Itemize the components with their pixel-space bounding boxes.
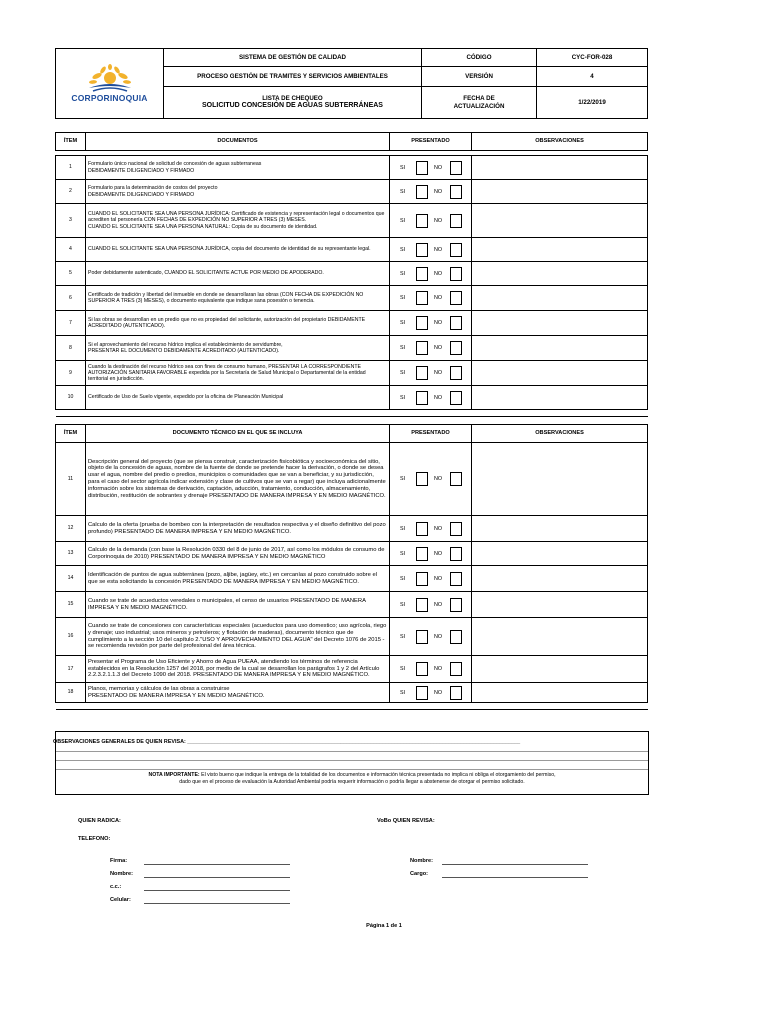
item-description: Calculo de la demanda (con base la Resolución 0330 del 8 de junio de 2017, así como los módulos de consumo de Corporinoquia de 2010) PRESENTADO DE MANERA IMPRESA Y EN MEDIO MAGNÉTICO (86, 542, 390, 566)
si-label: SI (400, 164, 406, 171)
version-label: VERSIÓN (422, 67, 537, 87)
note-text-2: dado que en el proceso de evaluación la Autoridad Ambiental podría requerir información o podría llegar a abstenerse de otorgar el permiso solicitado. (179, 778, 525, 785)
note-bold: NOTA IMPORTANTE: (148, 772, 200, 778)
no-checkbox[interactable] (450, 291, 462, 305)
table-row (56, 443, 648, 516)
no-label: NO (434, 525, 443, 532)
item-number: 1 (56, 156, 86, 180)
col-documents: DOCUMENTOS (86, 133, 390, 151)
no-label: NO (434, 633, 443, 640)
item-description: Certificado de Uso de Suelo vigente, expedido por la oficina de Planeación Municipal (86, 386, 390, 410)
no-label: NO (434, 246, 443, 253)
no-checkbox[interactable] (450, 662, 462, 676)
no-label: NO (434, 665, 443, 672)
item-number: 12 (56, 516, 86, 542)
item-description: Cuando se trate de concesiones con características especiales (acueductos para uso domestico; uso agrícola, riego y drenaje; uso industrial; usos mineros y petroleros; y flotación de maderas), documento técnico que de cumplimiento a la sección 10 del capítulo 2."USO Y APROVECHAMIENTO DEL AGUA" del Decreto 1076 de 2015 -se recomienda revisión por parte del profesional del área técnica. (86, 618, 390, 656)
checklist-line-2: SOLICITUD CONCESIÓN DE AGUAS SUBTERRÁNEAS (202, 102, 383, 110)
item-description: Planos, memorias y cálculos de las obras a construirse PRESENTADO DE MANERA IMPRESA Y EN MEDIO MAGNÉTICO. (86, 683, 390, 703)
si-label: SI (400, 344, 406, 351)
observation-cell[interactable] (472, 542, 648, 566)
si-label: SI (400, 319, 406, 326)
item-number: 4 (56, 238, 86, 262)
sun-logo-icon (75, 64, 145, 94)
logo (56, 49, 164, 119)
item-number: 14 (56, 566, 86, 592)
no-label: NO (434, 164, 443, 171)
item-number: 7 (56, 311, 86, 336)
observation-line (56, 760, 648, 761)
observation-cell[interactable] (472, 204, 648, 238)
item-number: 9 (56, 361, 86, 386)
table-row (56, 542, 648, 566)
spacer-row (56, 703, 648, 710)
date-label-2: ACTUALIZACIÓN (453, 102, 505, 110)
si-checkbox[interactable] (416, 366, 428, 380)
revisor-nombre-label: Nombre: (410, 858, 433, 864)
no-checkbox[interactable] (450, 472, 462, 486)
presented-cell (390, 311, 472, 336)
observation-cell[interactable] (472, 238, 648, 262)
no-checkbox[interactable] (450, 391, 462, 405)
table-row (56, 592, 648, 618)
col-presented: PRESENTADO (390, 133, 472, 151)
si-label: SI (400, 394, 406, 401)
presented-cell (390, 443, 472, 516)
si-label: SI (400, 188, 406, 195)
item-description: CUANDO EL SOLICITANTE SEA UNA PERSONA JURÍDICA, copia del documento de identidad de su representante legal. (86, 238, 390, 262)
page-number: Página 1 de 1 (366, 923, 402, 929)
revisor-nombre-line[interactable] (442, 864, 588, 865)
no-checkbox[interactable] (450, 316, 462, 330)
observation-cell[interactable] (472, 336, 648, 361)
celular-line[interactable] (144, 903, 290, 904)
col-presented-2: PRESENTADO (390, 425, 472, 443)
presented-cell (390, 238, 472, 262)
si-label: SI (400, 665, 406, 672)
table-row (56, 180, 648, 204)
item-number: 6 (56, 286, 86, 311)
presented-cell (390, 262, 472, 286)
presented-cell (390, 156, 472, 180)
item-description: Formulario para la determinación de costos del proyecto DEBIDAMENTE DILIGENCIADO Y FIRMADO (86, 180, 390, 204)
item-number: 5 (56, 262, 86, 286)
item-number: 13 (56, 542, 86, 566)
important-note (56, 772, 648, 786)
si-checkbox[interactable] (416, 472, 428, 486)
technical-table (55, 424, 648, 710)
presented-cell (390, 683, 472, 703)
presented-cell (390, 336, 472, 361)
observation-cell[interactable] (472, 311, 648, 336)
presented-cell (390, 656, 472, 683)
presented-cell (390, 592, 472, 618)
si-checkbox[interactable] (416, 522, 428, 536)
si-label: SI (400, 270, 406, 277)
no-checkbox[interactable] (450, 572, 462, 586)
item-description: Formulario único nacional de solicitud de concesión de aguas subterraneas DEBIDAMENTE DILIGENCIADO Y FIRMADO (86, 156, 390, 180)
table-row (56, 656, 648, 683)
version-value: 4 (537, 67, 648, 87)
col-item-2: ÍTEM (56, 425, 86, 443)
no-label: NO (434, 319, 443, 326)
presented-cell (390, 286, 472, 311)
table-row (56, 361, 648, 386)
si-checkbox[interactable] (416, 547, 428, 561)
item-number: 18 (56, 683, 86, 703)
item-description: Descripción general del proyecto (que se piensa construir, caracterización fisicobiótica y socioeconómica del sitio, objeto de la concesión de aguas, nombre de la fuente de donde se pretende hacer la derivación, o donde se desea usar el agua, nombre del predio o predios, municipios o comunidades que se van a beneficiar, y su jurisdicción, para el caso del sector agrícola indicar extensión y clase de cultivos que se van a regar) que incluya adicionalmente información sobre los sistemas de derivación, captación, aducción, tratamiento, conducción, almacenamiento, distribución, restitución de sobrantes y drenaje PRESENTADO DE MANERA IMPRESA Y EN MEDIO MAGNÉTICO. (86, 443, 390, 516)
no-label: NO (434, 217, 443, 224)
item-description: Calculo de la oferta (prueba de bombeo con la interpretación de resultados respectiva y el diseño definitivo del pozo profundo) PRESENTADO DE MANERA IMPRESA Y EN MEDIO MAGNÉTICO. (86, 516, 390, 542)
no-checkbox[interactable] (450, 598, 462, 612)
no-checkbox[interactable] (450, 243, 462, 257)
si-checkbox[interactable] (416, 161, 428, 175)
si-checkbox[interactable] (416, 316, 428, 330)
no-label: NO (434, 575, 443, 582)
table-row (56, 386, 648, 410)
presented-cell (390, 180, 472, 204)
si-label: SI (400, 550, 406, 557)
no-label: NO (434, 689, 443, 696)
nombre-label: Nombre: (110, 871, 133, 877)
spacer-row (56, 410, 648, 417)
si-checkbox[interactable] (416, 185, 428, 199)
observation-cell[interactable] (472, 361, 648, 386)
no-checkbox[interactable] (450, 686, 462, 700)
vobo-label: VoBo QUIEN REVISA: (377, 818, 435, 824)
item-number: 17 (56, 656, 86, 683)
item-number: 11 (56, 443, 86, 516)
si-checkbox[interactable] (416, 572, 428, 586)
checklist-title (164, 87, 422, 119)
note-text: El visto bueno que indique la entrega de la totalidad de los documentos e información técnica presentada no implica ni obliga el otorgamiento del permiso, (199, 772, 556, 778)
system-title: SISTEMA DE GESTIÓN DE CALIDAD (164, 49, 422, 67)
date-label-1: FECHA DE (463, 95, 495, 103)
presented-cell (390, 204, 472, 238)
si-label: SI (400, 525, 406, 532)
si-checkbox[interactable] (416, 391, 428, 405)
no-checkbox[interactable] (450, 267, 462, 281)
item-number: 10 (56, 386, 86, 410)
no-checkbox[interactable] (450, 185, 462, 199)
table-row (56, 286, 648, 311)
code-value: CYC-FOR-028 (537, 49, 648, 67)
item-number: 3 (56, 204, 86, 238)
observation-cell[interactable] (472, 566, 648, 592)
code-label: CÓDIGO (422, 49, 537, 67)
cc-label: c.c.: (110, 884, 122, 890)
date-value: 1/22/2019 (537, 87, 648, 119)
si-checkbox[interactable] (416, 267, 428, 281)
si-label: SI (400, 294, 406, 301)
item-description: Si el aprovechamiento del recurso hídrico implica el establecimiento de servidumbre, PRESENTAR EL DOCUMENTO DEBIDAMENTE ACREDITADO (AUTENTICADO). (86, 336, 390, 361)
observations-title: OBSERVACIONES GENERALES DE QUIEN REVISA: _______________________________________________________________________________________________________________ (53, 739, 521, 745)
si-checkbox[interactable] (416, 243, 428, 257)
si-label: SI (400, 689, 406, 696)
observation-line (56, 751, 648, 752)
table-row (56, 683, 648, 703)
documents-table (55, 132, 648, 417)
cargo-label: Cargo: (410, 871, 429, 877)
col-observations: OBSERVACIONES (472, 133, 648, 151)
no-label: NO (434, 188, 443, 195)
header-table (55, 48, 648, 119)
observation-line (56, 769, 648, 770)
no-label: NO (434, 601, 443, 608)
date-label (422, 87, 537, 119)
si-checkbox[interactable] (416, 341, 428, 355)
table-row (56, 238, 648, 262)
presented-cell (390, 516, 472, 542)
table-row (56, 156, 648, 180)
cc-line[interactable] (144, 890, 290, 891)
si-label: SI (400, 575, 406, 582)
si-label: SI (400, 633, 406, 640)
no-label: NO (434, 475, 443, 482)
item-description: Si las obras se desarrollan en un predio que no es propiedad del solicitante, autorización del propietario DEBIDAMENTE ACREDITADO (AUTENTICADO). (86, 311, 390, 336)
logo-text: CORPORINOQUIA (71, 92, 148, 103)
col-item: ÍTEM (56, 133, 86, 151)
item-number: 2 (56, 180, 86, 204)
si-label: SI (400, 246, 406, 253)
observation-cell[interactable] (472, 516, 648, 542)
celular-label: Celular: (110, 897, 131, 903)
si-checkbox[interactable] (416, 662, 428, 676)
no-checkbox[interactable] (450, 161, 462, 175)
observation-cell[interactable] (472, 156, 648, 180)
no-checkbox[interactable] (450, 341, 462, 355)
no-label: NO (434, 369, 443, 376)
presented-cell (390, 542, 472, 566)
table-row (56, 566, 648, 592)
observation-cell[interactable] (472, 656, 648, 683)
table-row (56, 516, 648, 542)
table-row (56, 204, 648, 238)
no-label: NO (434, 550, 443, 557)
no-checkbox[interactable] (450, 366, 462, 380)
table-row (56, 336, 648, 361)
item-number: 15 (56, 592, 86, 618)
no-checkbox[interactable] (450, 214, 462, 228)
table-row (56, 618, 648, 656)
item-description: Presentar el Programa de Uso Eficiente y Ahorro de Agua PUEAA, atendiendo los términos de referencia establecidos en la Resolución 1257 del 2018, por medio de la cual se desarrollan los parágrafos 1 y 2 del Artículo 2.2.3.2.1.1.3 del Decreto 1090 del 2018. PRESENTADO DE MANERA IMPRESA Y EN MEDIO MAGNÉTICO. (86, 656, 390, 683)
item-description: Cuando se trate de acueductos veredales o municipales, el censo de usuarios PRESENTADO DE MANERA IMPRESA Y EN MEDIO MAGNÉTICO. (86, 592, 390, 618)
observation-cell[interactable] (472, 386, 648, 410)
si-checkbox[interactable] (416, 630, 428, 644)
si-label: SI (400, 217, 406, 224)
nombre-line[interactable] (144, 877, 290, 878)
no-label: NO (434, 270, 443, 277)
presented-cell (390, 618, 472, 656)
col-observations-2: OBSERVACIONES (472, 425, 648, 443)
process-title: PROCESO GESTIÓN DE TRAMITES Y SERVICIOS AMBIENTALES (164, 67, 422, 87)
col-technical: DOCUMENTO TÉCNICO EN EL QUE SE INCLUYA (86, 425, 390, 443)
no-checkbox[interactable] (450, 630, 462, 644)
observation-cell[interactable] (472, 683, 648, 703)
no-label: NO (434, 294, 443, 301)
si-label: SI (400, 369, 406, 376)
no-label: NO (434, 394, 443, 401)
no-checkbox[interactable] (450, 522, 462, 536)
table-row (56, 262, 648, 286)
item-description: Cuando la destinación del recurso hídrico sea con fines de consumo humano, PRESENTAR LA CORRESPONDIENTE AUTORIZACIÓN SANITARIA FAVORABLE expedida por la Secretaría de Salud Municipal o Departamental de la entidad territorial en jurisdicción. (86, 361, 390, 386)
si-label: SI (400, 601, 406, 608)
si-checkbox[interactable] (416, 214, 428, 228)
observation-cell[interactable] (472, 443, 648, 516)
table-row (56, 311, 648, 336)
presented-cell (390, 386, 472, 410)
item-number: 8 (56, 336, 86, 361)
presented-cell (390, 566, 472, 592)
observation-cell[interactable] (472, 618, 648, 656)
item-description: Identificación de puntos de agua subterránea (pozo, aljibe, jagüey, etc.) en cercanías al pozo construido sobre el que se esta solicitando la concesión PRESENTADO DE MANERA IMPRESA Y EN MEDIO MAGNÉTICO. (86, 566, 390, 592)
observation-cell[interactable] (472, 262, 648, 286)
quien-radica-label: QUIEN RADICA: (78, 818, 121, 824)
si-checkbox[interactable] (416, 686, 428, 700)
presented-cell (390, 361, 472, 386)
si-label: SI (400, 475, 406, 482)
firma-line[interactable] (144, 864, 290, 865)
no-label: NO (434, 344, 443, 351)
item-description: Certificado de tradición y libertad del inmueble en donde se desarrollaran las obras (CON FECHA DE EXPEDICIÓN NO SUPERIOR A TRES (3) MESES), o documento equivalente que indique sana posesión o tenencia. (86, 286, 390, 311)
item-number: 16 (56, 618, 86, 656)
no-checkbox[interactable] (450, 547, 462, 561)
observation-cell[interactable] (472, 592, 648, 618)
telefono-label: TELEFONO: (78, 836, 111, 842)
si-checkbox[interactable] (416, 291, 428, 305)
cargo-line[interactable] (442, 877, 588, 878)
observation-cell[interactable] (472, 180, 648, 204)
si-checkbox[interactable] (416, 598, 428, 612)
general-observations (55, 731, 649, 795)
item-description: CUANDO EL SOLICITANTE SEA UNA PERSONA JURÍDICA: Certificado de existencia y representación legal o documentos que acrediten tal personería CON FECHAS DE EXPEDICIÓN NO SUPERIOR A TRES (3) MESES. CUANDO EL SOLICITANTE SEA UNA PERSONA NATURAL: Copia de su documento de identidad. (86, 204, 390, 238)
observation-cell[interactable] (472, 286, 648, 311)
firma-label: Firma: (110, 858, 128, 864)
checklist-line-1: LISTA DE CHEQUEO (262, 94, 323, 102)
item-description: Poder debidamente autenticado, CUANDO EL SOLICITANTE ACTUE POR MEDIO DE APODERADO. (86, 262, 390, 286)
